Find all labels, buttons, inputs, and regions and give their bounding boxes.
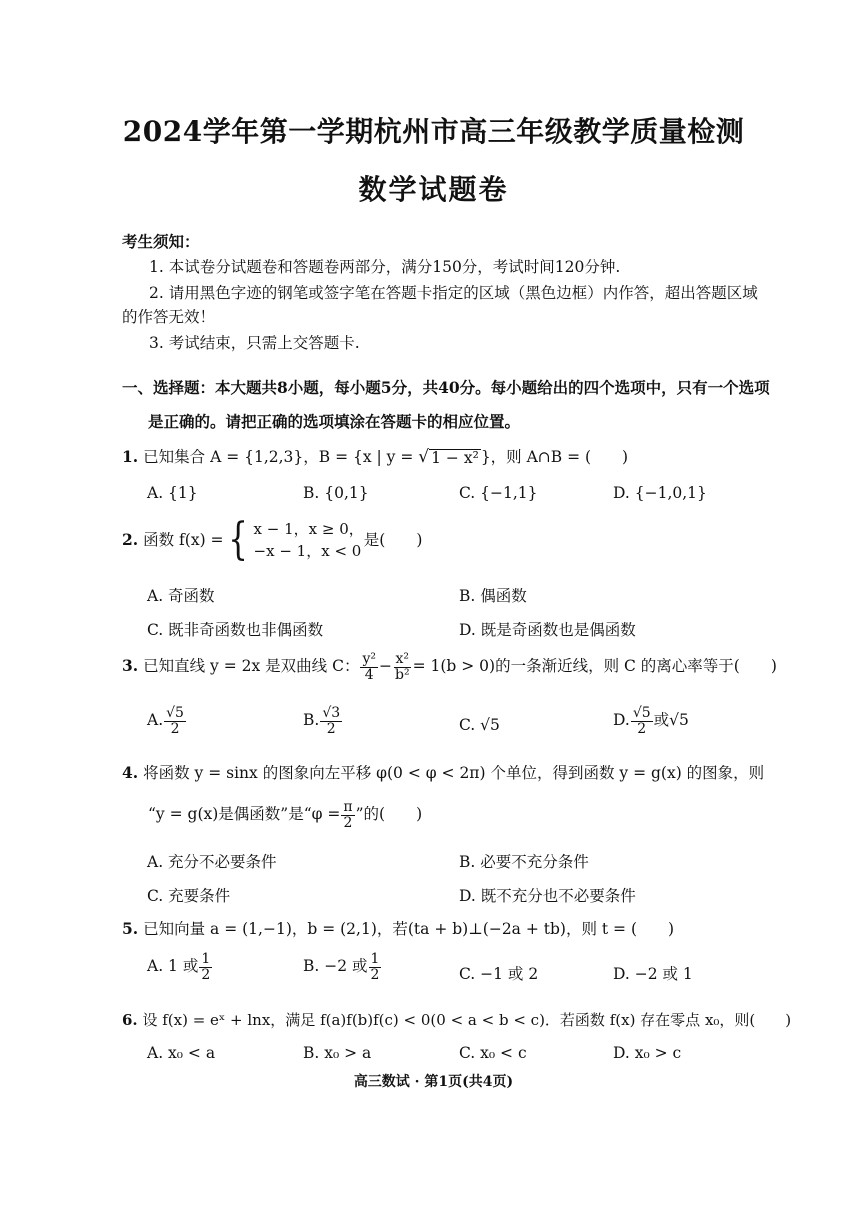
- piecewise-cases: x − 1，x ≥ 0， −x − 1，x < 0: [253, 520, 364, 560]
- question-2-option-d: D. 既是奇函数也是偶函数: [459, 621, 636, 639]
- question-1-stem: 1. 已知集合 A = {1,2,3}，B = {x | y = √ 1 − x² }，则 A∩B = ( ): [122, 447, 629, 467]
- question-2-option-c: C. 既非奇函数也非偶函数: [147, 621, 324, 639]
- question-1-option-d: D. {−1,0,1}: [613, 484, 707, 502]
- fraction: $\frac{\text{y²}}{4}$: [362, 651, 376, 683]
- notice-item-1: 1. 本试卷分试题卷和答题卷两部分，满分150分，考试时间120分钟.: [149, 258, 621, 276]
- fraction: $\frac{\text{x²}}{\text{b²}}$: [395, 651, 410, 683]
- sqrt-expression: √ 1 − x²: [418, 447, 479, 467]
- notice-item-2: 2. 请用黑色字迹的钢笔或签字笔在答题卡指定的区域（黑色边框）内作答，超出答题区域: [149, 284, 758, 302]
- fraction: $\frac{\pi}{2}$: [343, 799, 353, 831]
- question-number: 4.: [122, 763, 139, 782]
- question-6-option-c: C. x₀ < c: [459, 1044, 527, 1062]
- question-1-option-b: B. {0,1}: [303, 484, 369, 502]
- question-4-option-b: B. 必要不充分条件: [459, 853, 589, 871]
- question-4-option-c: C. 充要条件: [147, 887, 231, 905]
- question-6-stem: 6. 设 f(x) = eˣ + lnx，满足 f(a)f(b)f(c) < 0(0 < a < b < c)．若函数 f(x) 存在零点 x₀，则( ): [122, 1011, 792, 1029]
- question-4-option-a: A. 充分不必要条件: [147, 853, 277, 871]
- question-1-option-c: C. {−1,1}: [459, 484, 538, 502]
- question-number: 6.: [122, 1011, 138, 1029]
- notice-item-2-cont: 的作答无效！: [122, 308, 216, 326]
- question-1-option-a: A. {1}: [147, 484, 198, 502]
- question-6-option-a: A. x₀ < a: [147, 1044, 216, 1062]
- question-4-stem-line-1: 4. 将函数 y = sinx 的图象向左平移 φ(0 < φ < 2π) 个单位，得到函数 y = g(x) 的图象，则: [122, 763, 765, 782]
- question-number: 3.: [122, 656, 139, 676]
- question-2-option-a: A. 奇函数: [147, 587, 215, 605]
- question-5-stem: 5. 已知向量 a = (1,−1)，b = (2,1)，若(ta + b)⊥(−2a + tb)，则 t = ( ): [122, 919, 675, 938]
- question-5-option-a: A. 1 或 $\frac{1}{2}$: [147, 951, 211, 983]
- question-number: 2.: [122, 530, 139, 549]
- question-5-option-b: B. −2 或 $\frac{1}{2}$: [303, 951, 380, 983]
- question-6-option-b: B. x₀ > a: [303, 1044, 372, 1062]
- question-2-stem: 2. 函数 f(x) = { x − 1，x ≥ 0， −x − 1，x < 0 是( ): [122, 514, 423, 565]
- notice-item-3: 3. 考试结束，只需上交答题卡.: [149, 334, 360, 352]
- question-2-option-b: B. 偶函数: [459, 587, 527, 605]
- question-3-option-b: B. $\frac{√3}{2}$: [303, 705, 341, 737]
- question-4-stem-line-2: “y = g(x)是偶函数”是“φ = $\frac{\pi}{2}$ ”的( ): [148, 799, 423, 831]
- notice-heading: 考生须知：: [122, 232, 200, 251]
- question-5-option-d: D. −2 或 1: [613, 965, 693, 983]
- question-4-option-d: D. 既不充分也不必要条件: [459, 887, 636, 905]
- page-footer: 高三数试 · 第1页(共4页): [353, 1074, 514, 1090]
- question-6-option-d: D. x₀ > c: [613, 1044, 682, 1062]
- question-3-option-c: C. √5: [459, 716, 500, 734]
- question-3-option-a: A. $\frac{√5}{2}$: [147, 705, 184, 737]
- section-heading-line-1: 一、选择题：本大题共8小题，每小题5分，共40分。每小题给出的四个选项中，只有一个选项: [122, 378, 770, 397]
- page-title: 2024学年第一学期杭州市高三年级教学质量检测: [122, 115, 745, 148]
- question-5-option-c: C. −1 或 2: [459, 965, 539, 983]
- question-3-option-d: D. $\frac{√5}{2}$ 或√5: [613, 705, 689, 737]
- question-number: 5.: [122, 919, 139, 938]
- question-number: 1.: [122, 447, 139, 466]
- question-3-stem: 3. 已知直线 y = 2x 是双曲线 C： $\frac{\text{y²}}{4}$ − $\frac{\text{x²}}{\text{b²}}$ = 1(b > 0)的一条渐近线，则 C 的离心率等于( ): [122, 651, 777, 683]
- section-heading-line-2: 是正确的。请把正确的选项填涂在答题卡的相应位置。: [148, 412, 521, 431]
- cases-brace: {: [227, 514, 248, 565]
- page-subtitle: 数学试题卷: [358, 173, 509, 206]
